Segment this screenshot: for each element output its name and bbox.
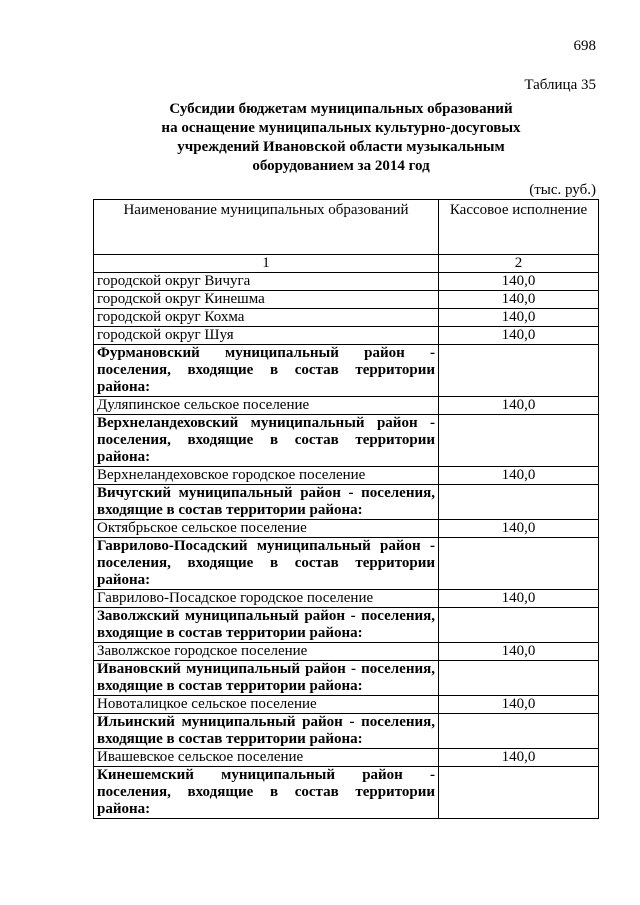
- table-row: [94, 643, 599, 661]
- group-name: [94, 608, 439, 643]
- value-cell: 140,0: [439, 309, 599, 327]
- page-number: 698: [573, 38, 596, 54]
- column-number: 2: [439, 255, 599, 273]
- value-cell: [439, 661, 599, 696]
- municipality-name: Гаврилово-Посадское городское поселение: [94, 590, 439, 608]
- column-number-row: [94, 255, 599, 273]
- municipality-name: городской округ Вичуга: [94, 273, 439, 291]
- group-header-row: [94, 345, 599, 397]
- table-label: Таблица 35: [524, 77, 596, 93]
- group-name-line: Фурмановский муниципальный район -: [97, 345, 435, 361]
- table-row: [94, 520, 599, 538]
- group-name: [94, 345, 439, 397]
- group-name-line: района:: [97, 801, 151, 817]
- group-name-line: района:: [97, 449, 151, 465]
- units-label: (тыс. руб.): [529, 182, 596, 198]
- group-name: [94, 714, 439, 749]
- document-title: [150, 100, 532, 176]
- municipality-name: Заволжское городское поселение: [94, 643, 439, 661]
- title-line: оборудованием за 2014 год: [252, 158, 430, 174]
- table-row: [94, 291, 599, 309]
- value-cell: [439, 415, 599, 467]
- municipality-name: Октябрьское сельское поселение: [94, 520, 439, 538]
- value-cell: 140,0: [439, 291, 599, 309]
- group-name-line: Ильинский муниципальный район - поселения,: [97, 714, 435, 730]
- value-cell: [439, 345, 599, 397]
- group-header-row: [94, 485, 599, 520]
- value-cell: 140,0: [439, 327, 599, 345]
- title-line: учреждений Ивановской области музыкальным: [177, 139, 505, 155]
- group-name-line: Заволжский муниципальный район - поселения,: [97, 608, 435, 624]
- value-cell: 140,0: [439, 696, 599, 714]
- group-header-row: [94, 415, 599, 467]
- group-name-line: Ивановский муниципальный район - поселения,: [97, 661, 435, 677]
- value-cell: [439, 485, 599, 520]
- table-row: [94, 309, 599, 327]
- table-header-row: [94, 200, 599, 255]
- value-cell: [439, 538, 599, 590]
- value-cell: 140,0: [439, 643, 599, 661]
- group-name: [94, 415, 439, 467]
- title-line: на оснащение муниципальных культурно-досуговых: [161, 120, 521, 136]
- table-row: [94, 590, 599, 608]
- table-row: [94, 749, 599, 767]
- value-cell: 140,0: [439, 273, 599, 291]
- group-name: [94, 538, 439, 590]
- value-cell: 140,0: [439, 397, 599, 415]
- group-name-line: района:: [97, 572, 151, 588]
- table-row: [94, 327, 599, 345]
- group-header-row: [94, 714, 599, 749]
- table-row: [94, 696, 599, 714]
- group-name-line: входящие в состав территории района:: [97, 502, 363, 518]
- group-name-line: поселения, входящие в состав территории: [97, 432, 435, 448]
- group-header-row: [94, 661, 599, 696]
- column-header-value: Кассовое исполнение: [439, 200, 599, 255]
- value-cell: [439, 608, 599, 643]
- value-cell: 140,0: [439, 467, 599, 485]
- group-name-line: поселения, входящие в состав территории: [97, 362, 435, 378]
- group-name: [94, 661, 439, 696]
- municipality-name: городской округ Кохма: [94, 309, 439, 327]
- group-name-line: входящие в состав территории района:: [97, 625, 363, 641]
- table-row: [94, 273, 599, 291]
- value-cell: 140,0: [439, 590, 599, 608]
- group-name-line: Вичугский муниципальный район - поселения,: [97, 485, 435, 501]
- value-cell: [439, 767, 599, 819]
- table-body: [94, 273, 599, 819]
- group-name: [94, 767, 439, 819]
- value-cell: [439, 714, 599, 749]
- column-number: 1: [94, 255, 439, 273]
- municipality-name: Ивашевское сельское поселение: [94, 749, 439, 767]
- group-name-line: поселения, входящие в состав территории: [97, 784, 435, 800]
- table-row: [94, 467, 599, 485]
- municipality-name: Дуляпинское сельское поселение: [94, 397, 439, 415]
- group-name-line: Гаврилово-Посадский муниципальный район -: [97, 538, 435, 554]
- value-cell: 140,0: [439, 520, 599, 538]
- group-header-row: [94, 538, 599, 590]
- table-row: [94, 397, 599, 415]
- group-name: [94, 485, 439, 520]
- group-name-line: района:: [97, 379, 151, 395]
- municipality-name: Верхнеландеховское городское поселение: [94, 467, 439, 485]
- group-header-row: [94, 767, 599, 819]
- municipality-name: Новоталицкое сельское поселение: [94, 696, 439, 714]
- group-name-line: Кинешемский муниципальный район -: [97, 767, 435, 783]
- group-name-line: входящие в состав территории района:: [97, 731, 363, 747]
- municipality-name: городской округ Кинешма: [94, 291, 439, 309]
- column-header-name: Наименование муниципальных образований: [94, 200, 439, 255]
- group-name-line: входящие в состав территории района:: [97, 678, 363, 694]
- group-header-row: [94, 608, 599, 643]
- subsidy-table: [93, 199, 599, 819]
- value-cell: 140,0: [439, 749, 599, 767]
- group-name-line: Верхнеландеховский муниципальный район -: [97, 415, 435, 431]
- group-name-line: поселения, входящие в состав территории: [97, 555, 435, 571]
- municipality-name: городской округ Шуя: [94, 327, 439, 345]
- title-line: Субсидии бюджетам муниципальных образований: [169, 101, 513, 117]
